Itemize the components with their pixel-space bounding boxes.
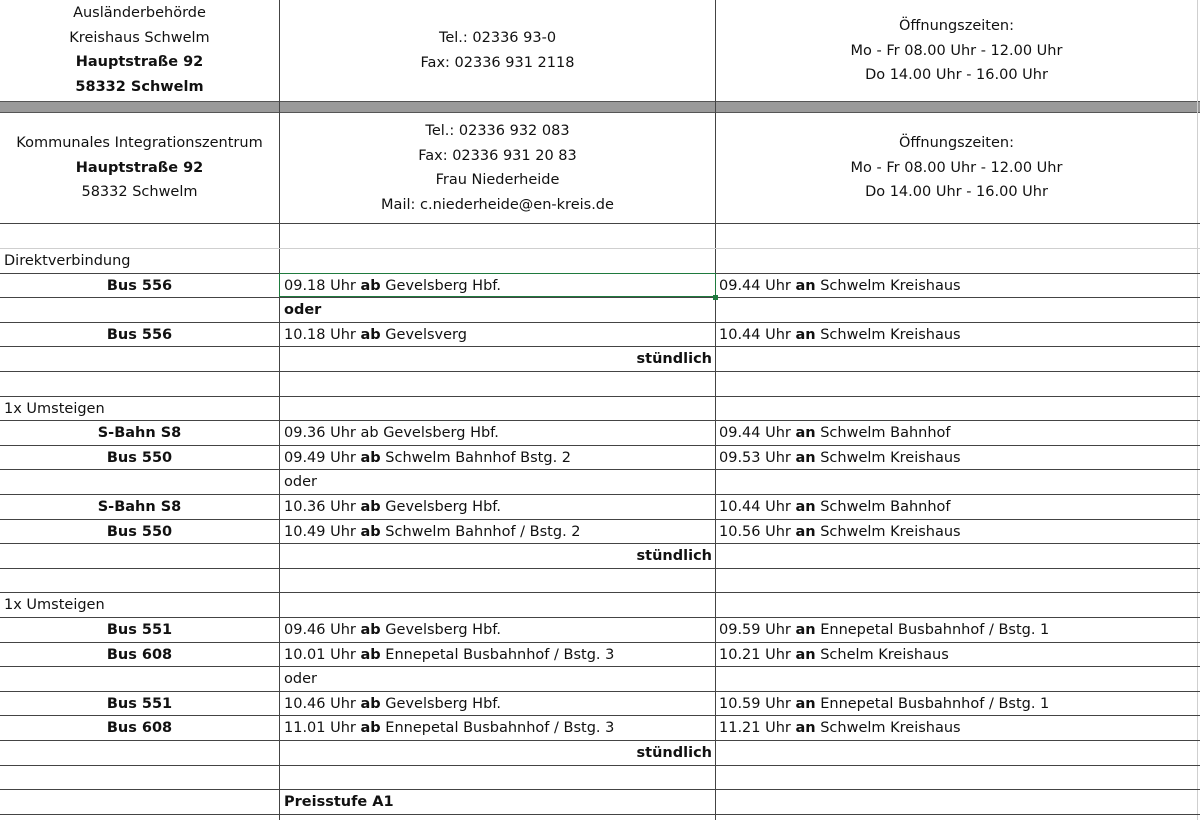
direction-word: ab (360, 646, 381, 663)
authority-phone: Tel.: 02336 93-0 (438, 30, 557, 46)
center-name: Kommunales Integrationszentrum (16, 135, 263, 151)
authority-city: 58332 Schwelm (75, 78, 204, 95)
arrival-text (719, 327, 961, 343)
departure-text (284, 696, 501, 712)
header-bottom-center (0, 131, 279, 205)
arrival-text (719, 524, 961, 540)
time-text: 10.49 Uhr (284, 523, 361, 540)
arrival-text (719, 425, 951, 441)
time-text: 09.59 Uhr (719, 622, 796, 638)
time-text: 09.18 Uhr (284, 277, 361, 294)
direction-word: an (795, 622, 816, 638)
hours-weekdays: Mo - Fr 08.00 Uhr - 12.00 Uhr (850, 42, 1063, 59)
line-name: Bus 551 (106, 695, 173, 712)
arrival-cell (719, 323, 1195, 348)
departure-cell (284, 643, 714, 668)
authority-fax: Fax: 02336 931 2118 (420, 54, 575, 71)
line-name: S-Bahn S8 (97, 499, 182, 515)
fill-handle[interactable] (713, 295, 718, 300)
stop-text: Ennepetal Busbahnhof / Bstg. 1 (815, 695, 1050, 712)
section-label: Direktverbindung (4, 253, 131, 269)
direction-word: ab (360, 499, 381, 515)
time-text: 10.44 Uhr (719, 499, 796, 515)
departure-text (284, 524, 581, 540)
direction-word: ab (360, 695, 381, 712)
stop-text: Schwelm Kreishaus (815, 277, 961, 294)
departure-cell (284, 495, 714, 520)
departure-cell (284, 446, 714, 471)
departure-cell (284, 692, 714, 717)
stop-text: Gevelsberg Hbf. (380, 695, 501, 712)
time-text: 11.01 Uhr (284, 720, 361, 737)
departure-text (284, 622, 501, 638)
arrival-text (719, 450, 961, 466)
direction-word: an (795, 425, 816, 442)
center-fax: Fax: 02336 931 20 83 (418, 147, 577, 164)
column-divider-2 (715, 0, 716, 820)
line-name: Bus 551 (106, 622, 173, 638)
line-name: S-Bahn S8 (97, 425, 182, 442)
stop-text: Schwelm Kreishaus (815, 720, 961, 737)
arrival-cell (719, 692, 1195, 717)
center-phone: Tel.: 02336 932 083 (425, 123, 570, 139)
arrival-cell (719, 520, 1195, 545)
header-bottom-border (0, 223, 1200, 224)
time-text: 09.44 Uhr (719, 277, 796, 294)
authority-building: Kreishaus Schwelm (69, 29, 210, 46)
stop-text: Ennepetal Busbahnhof / Bstg. 3 (380, 646, 615, 663)
direction-word: an (795, 695, 816, 712)
section-label: 1x Umsteigen (4, 400, 105, 417)
time-text: 09.53 Uhr (719, 449, 796, 466)
arrival-cell (719, 421, 1195, 446)
departure-cell (284, 618, 714, 643)
arrival-text (719, 622, 1049, 638)
line-name: Bus 608 (106, 646, 173, 663)
departure-text (284, 327, 467, 343)
time-text: 10.18 Uhr (284, 326, 361, 343)
arrival-cell (719, 274, 1195, 299)
departure-cell (284, 520, 714, 545)
departure-cell: stündlich (636, 745, 712, 761)
departure-cell: stündlich (636, 548, 712, 565)
arrival-cell (719, 446, 1195, 471)
authority-street: Hauptstraße 92 (75, 54, 204, 71)
direction-word: an (795, 523, 816, 540)
arrival-text (719, 696, 1049, 712)
header-top-hours (716, 14, 1197, 88)
direction-word: an (795, 449, 816, 466)
arrival-cell (719, 495, 1195, 520)
time-text: 10.44 Uhr (719, 326, 796, 343)
arrival-cell (719, 643, 1195, 668)
stop-text: Schwelm Kreishaus (815, 326, 961, 343)
direction-word: an (795, 646, 816, 663)
stop-text: Gevelsverg (380, 326, 467, 343)
direction-word: ab (360, 523, 381, 540)
departure-cell: Preisstufe A1 (284, 794, 394, 811)
departure-text (284, 499, 501, 515)
direction-word: ab (360, 277, 381, 294)
line-name: Bus 608 (106, 720, 173, 737)
line-name: Bus 556 (106, 326, 173, 343)
departure-cell: oder (284, 302, 322, 319)
stop-text: Schwelm Bahnhof (815, 425, 951, 442)
line-name: Bus 556 (106, 277, 173, 294)
departure-cell: oder (284, 474, 317, 491)
header-top-authority (0, 1, 279, 99)
direction-word: ab (360, 720, 381, 737)
departure-text (284, 720, 614, 736)
arrival-text (719, 720, 961, 736)
stop-text: Ennepetal Busbahnhof / Bstg. 1 (815, 622, 1050, 638)
hours-weekdays: Mo - Fr 08.00 Uhr - 12.00 Uhr (850, 159, 1063, 176)
time-text: 10.36 Uhr (284, 499, 361, 515)
arrival-text (719, 499, 951, 515)
arrival-text (719, 647, 949, 663)
arrival-cell (719, 716, 1195, 741)
selected-cell-outline (279, 273, 716, 297)
line-name: Bus 550 (106, 523, 173, 540)
column-divider-3 (1197, 0, 1198, 820)
stop-text: Schwelm Bahnhof (815, 499, 951, 515)
stop-text: Schwelm Kreishaus (815, 523, 961, 540)
time-text: 09.46 Uhr (284, 622, 361, 638)
direction-word: an (795, 499, 816, 515)
departure-cell: oder (284, 671, 317, 688)
direction-word: an (795, 326, 816, 343)
hours-title: Öffnungszeiten: (899, 135, 1014, 151)
header-bottom-contact (280, 119, 715, 217)
time-text: 10.56 Uhr (719, 523, 796, 540)
departure-cell: stündlich (636, 351, 712, 368)
direction-word: an (795, 720, 816, 737)
direction-word: ab (360, 449, 381, 466)
stop-text: Schwelm Kreishaus (815, 449, 961, 466)
stop-text: Ennepetal Busbahnhof / Bstg. 3 (380, 720, 615, 737)
stop-text: Schelm Kreishaus (815, 646, 949, 663)
arrival-cell (719, 618, 1195, 643)
direction-word: ab (360, 622, 381, 638)
header-bottom-hours (716, 131, 1197, 205)
departure-cell (284, 323, 714, 348)
center-contact-person: Frau Niederheide (435, 172, 560, 189)
stop-text: Schwelm Bahnhof Bstg. 2 (380, 449, 572, 466)
section-label: 1x Umsteigen (4, 597, 105, 614)
departure-text (284, 450, 571, 466)
time-text: 09.49 Uhr (284, 449, 361, 466)
direction-word: an (795, 277, 816, 294)
time-text: 10.01 Uhr (284, 646, 361, 663)
departure-text (284, 647, 614, 663)
hours-thursday: Do 14.00 Uhr - 16.00 Uhr (865, 67, 1048, 84)
departure-cell: 09.36 Uhr ab Gevelsberg Hbf. (284, 425, 499, 442)
gray-separator-band (0, 101, 1200, 113)
hours-title: Öffnungszeiten: (899, 18, 1014, 34)
center-email: Mail: c.niederheide@en-kreis.de (381, 196, 614, 213)
hours-thursday: Do 14.00 Uhr - 16.00 Uhr (865, 184, 1048, 201)
stop-text: Gevelsberg Hbf. (380, 499, 501, 515)
time-text: 10.46 Uhr (284, 695, 361, 712)
time-text: 09.44 Uhr (719, 425, 796, 442)
line-name: Bus 550 (106, 449, 173, 466)
time-text: 10.21 Uhr (719, 646, 796, 663)
stop-text: Gevelsberg Hbf. (380, 277, 501, 294)
time-text: 11.21 Uhr (719, 720, 796, 737)
authority-name: Ausländerbehörde (73, 5, 206, 21)
center-street: Hauptstraße 92 (75, 159, 204, 176)
stop-text: Gevelsberg Hbf. (380, 622, 501, 638)
direction-word: ab (360, 326, 381, 343)
stop-text: Schwelm Bahnhof / Bstg. 2 (380, 523, 581, 540)
time-text: 10.59 Uhr (719, 695, 796, 712)
arrival-text (719, 278, 961, 294)
departure-cell (284, 716, 714, 741)
center-city: 58332 Schwelm (81, 184, 198, 201)
header-top-contact (280, 26, 715, 75)
